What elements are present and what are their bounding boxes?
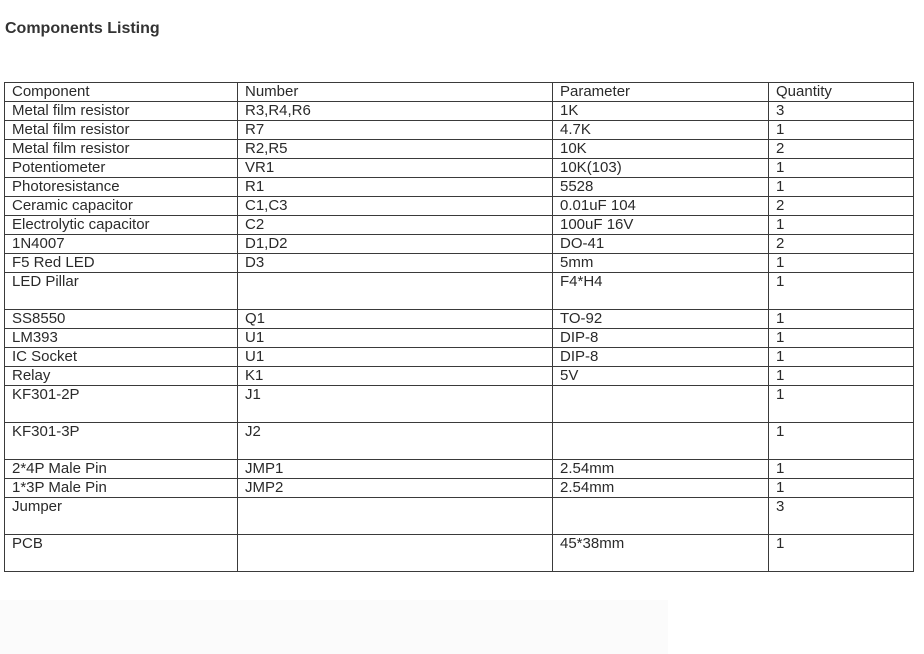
cell-quantity: 1 [769,386,914,423]
cell-component: Metal film resistor [5,140,238,159]
cell-quantity: 1 [769,310,914,329]
cell-number: R2,R5 [238,140,553,159]
cell-component: Ceramic capacitor [5,197,238,216]
cell-quantity: 1 [769,367,914,386]
table-row [5,159,914,178]
cell-number: U1 [238,329,553,348]
table-row [5,348,914,367]
cell-parameter [553,498,769,535]
cell-number: K1 [238,367,553,386]
cell-parameter [553,386,769,423]
cell-parameter: 4.7K [553,121,769,140]
table-row [5,479,914,498]
table-row [5,140,914,159]
table-header-row [5,83,914,102]
cell-number: J1 [238,386,553,423]
table-row [5,460,914,479]
table-row [5,121,914,140]
table-row [5,216,914,235]
cell-parameter: TO-92 [553,310,769,329]
cell-number: R7 [238,121,553,140]
cell-quantity: 2 [769,140,914,159]
table-row [5,535,914,572]
cell-component: KF301-2P [5,386,238,423]
cell-component: IC Socket [5,348,238,367]
cell-quantity: 2 [769,235,914,254]
cell-parameter: DIP-8 [553,348,769,367]
cell-quantity: 1 [769,216,914,235]
cell-parameter: DO-41 [553,235,769,254]
cell-number: Q1 [238,310,553,329]
cell-component: 2*4P Male Pin [5,460,238,479]
cell-quantity: 3 [769,102,914,121]
cell-component: 1N4007 [5,235,238,254]
cell-component: Electrolytic capacitor [5,216,238,235]
cell-quantity: 1 [769,348,914,367]
cell-parameter: 5528 [553,178,769,197]
cell-parameter [553,423,769,460]
cell-parameter: F4*H4 [553,273,769,310]
table-row [5,102,914,121]
cell-component: LM393 [5,329,238,348]
cell-quantity: 1 [769,479,914,498]
cell-component: LED Pillar [5,273,238,310]
cell-parameter: 45*38mm [553,535,769,572]
background-panel [0,600,668,654]
cell-number: C1,C3 [238,197,553,216]
cell-number [238,535,553,572]
cell-number: JMP2 [238,479,553,498]
header-parameter: Parameter [553,83,769,102]
cell-number: D1,D2 [238,235,553,254]
table-row [5,273,914,310]
cell-quantity: 1 [769,178,914,197]
cell-parameter: 2.54mm [553,460,769,479]
table-row [5,498,914,535]
cell-number: U1 [238,348,553,367]
cell-number: VR1 [238,159,553,178]
cell-parameter: 5mm [553,254,769,273]
cell-component: PCB [5,535,238,572]
cell-component: Jumper [5,498,238,535]
header-quantity: Quantity [769,83,914,102]
cell-component: KF301-3P [5,423,238,460]
cell-quantity: 1 [769,329,914,348]
cell-component: Relay [5,367,238,386]
cell-number [238,498,553,535]
cell-number: R3,R4,R6 [238,102,553,121]
cell-number: JMP1 [238,460,553,479]
components-table [4,82,914,572]
cell-parameter: 5V [553,367,769,386]
table-row [5,329,914,348]
header-component: Component [5,83,238,102]
cell-quantity: 1 [769,460,914,479]
cell-component: Metal film resistor [5,121,238,140]
cell-component: Photoresistance [5,178,238,197]
table-row [5,423,914,460]
cell-quantity: 1 [769,535,914,572]
table-row [5,197,914,216]
page-title: Components Listing [5,20,160,37]
cell-number: C2 [238,216,553,235]
cell-quantity: 1 [769,273,914,310]
cell-quantity: 3 [769,498,914,535]
table-row [5,310,914,329]
cell-parameter: 0.01uF 104 [553,197,769,216]
table-row [5,367,914,386]
table-row [5,386,914,423]
cell-number: R1 [238,178,553,197]
cell-parameter: 10K [553,140,769,159]
table-row [5,254,914,273]
cell-component: F5 Red LED [5,254,238,273]
cell-component: 1*3P Male Pin [5,479,238,498]
cell-number [238,273,553,310]
cell-component: Metal film resistor [5,102,238,121]
cell-number: D3 [238,254,553,273]
cell-number: J2 [238,423,553,460]
cell-parameter: 1K [553,102,769,121]
table-row [5,235,914,254]
cell-component: SS8550 [5,310,238,329]
cell-quantity: 2 [769,197,914,216]
cell-parameter: 100uF 16V [553,216,769,235]
header-number: Number [238,83,553,102]
cell-component: Potentiometer [5,159,238,178]
cell-quantity: 1 [769,254,914,273]
cell-parameter: 10K(103) [553,159,769,178]
table-row [5,178,914,197]
cell-parameter: DIP-8 [553,329,769,348]
cell-parameter: 2.54mm [553,479,769,498]
cell-quantity: 1 [769,423,914,460]
cell-quantity: 1 [769,121,914,140]
cell-quantity: 1 [769,159,914,178]
